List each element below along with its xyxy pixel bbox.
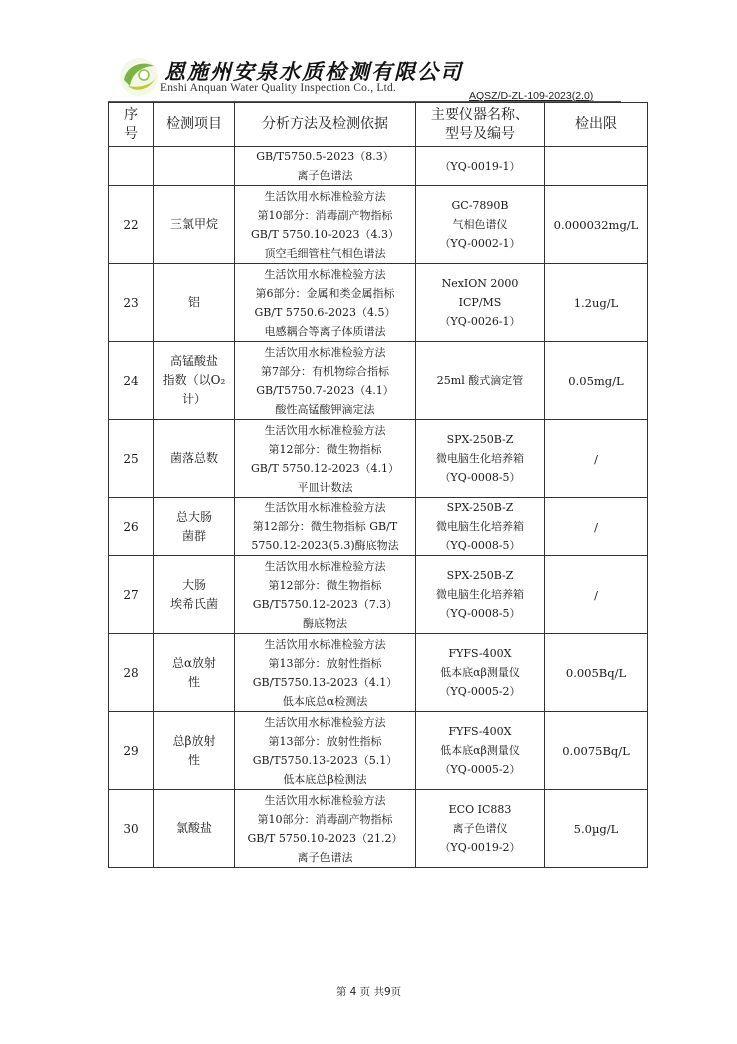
test-item <box>154 264 235 342</box>
header-instrument <box>416 103 545 147</box>
analysis-method-line: 生活饮用水标准检验方法 <box>264 793 386 807</box>
table-row <box>109 420 648 498</box>
analysis-method-line: 平皿计数法 <box>297 480 353 494</box>
test-item-line: 菌落总数 <box>169 451 218 465</box>
instrument-line: （YQ-0019-1） <box>439 159 521 173</box>
test-item-line: 高锰酸盐 <box>169 354 218 368</box>
analysis-method-line: 离子色谱法 <box>297 850 353 864</box>
header-no <box>109 103 154 147</box>
analysis-method-line: 生活饮用水标准检验方法 <box>264 501 386 514</box>
test-item <box>154 342 235 420</box>
instrument-line: SPX-250B-Z <box>446 433 514 446</box>
row-number: 25 <box>109 420 154 498</box>
analysis-method-line: GB/T 5750.10-2023（4.3） <box>250 227 400 241</box>
analysis-method-line: 第10部分：消毒副产物指标 <box>257 812 393 826</box>
analysis-method-line: 生活饮用水标准检验方法 <box>264 345 386 359</box>
test-item-line: 大肠 <box>181 577 206 592</box>
analysis-method-line: 酶底物法 <box>303 616 347 630</box>
analysis-method-line: GB/T5750.12-2023（7.3） <box>252 597 398 611</box>
test-item-line: 计） <box>181 392 206 406</box>
header-no-line: 号 <box>124 125 138 142</box>
row-number <box>109 147 154 186</box>
analysis-method-line: 低本底总α检测法 <box>282 694 368 708</box>
test-item-line: 总α放射 <box>171 655 217 670</box>
test-item <box>154 498 235 556</box>
inspection-methods-table <box>108 102 648 868</box>
header-no-line: 序 <box>124 106 138 123</box>
detection-limit: 0.05mg/L <box>545 342 648 420</box>
analysis-method-line: 第13部分：放射性指标 <box>268 734 382 748</box>
instrument-line: （YQ-0026-1） <box>439 315 521 328</box>
instrument-line: 低本底αβ测量仪 <box>440 744 520 757</box>
header-item: 检测项目 <box>154 103 235 147</box>
table-row <box>109 342 648 420</box>
table-row <box>109 498 648 556</box>
analysis-method <box>235 556 416 634</box>
test-item <box>154 790 235 868</box>
analysis-method <box>235 264 416 342</box>
row-number: 23 <box>109 264 154 342</box>
table-row <box>109 634 648 712</box>
instrument-line: NexION 2000 <box>441 277 519 290</box>
analysis-method <box>235 712 416 790</box>
header-method: 分析方法及检测依据 <box>235 103 416 147</box>
analysis-method-line: 生活饮用水标准检验方法 <box>264 189 386 203</box>
analysis-method <box>235 790 416 868</box>
analysis-method-line: 生活饮用水标准检验方法 <box>264 559 386 573</box>
table-header-row <box>109 103 648 147</box>
instrument-line: 25ml 酸式滴定管 <box>436 374 524 387</box>
analysis-method-line: 生活饮用水标准检验方法 <box>264 637 386 651</box>
instrument <box>416 790 545 868</box>
row-number: 30 <box>109 790 154 868</box>
header-limit: 检出限 <box>545 103 648 147</box>
analysis-method-line: GB/T 5750.10-2023（21.2） <box>247 831 403 845</box>
instrument <box>416 712 545 790</box>
analysis-method-line: 顶空毛细管柱气相色谱法 <box>264 246 386 260</box>
analysis-method <box>235 147 416 186</box>
test-item-line: 氯酸盐 <box>175 821 212 835</box>
table-row <box>109 712 648 790</box>
company-logo <box>118 56 160 98</box>
document-header <box>118 52 613 102</box>
table-row <box>109 186 648 264</box>
test-item-line: 总大肠 <box>175 509 212 524</box>
analysis-method-line: 第12部分：微生物指标 <box>268 442 382 456</box>
row-number: 27 <box>109 556 154 634</box>
analysis-method-line: 第7部分：有机物综合指标 <box>261 364 389 378</box>
analysis-method-line: 低本底总β检测法 <box>283 772 367 786</box>
instrument <box>416 634 545 712</box>
analysis-method-line: 生活饮用水标准检验方法 <box>264 267 386 281</box>
analysis-method-line: 第12部分：微生物指标 GB/T <box>252 520 398 533</box>
instrument-line: （YQ-0008-5） <box>439 471 521 484</box>
detection-limit: / <box>545 420 648 498</box>
table-row <box>109 556 648 634</box>
analysis-method-line: GB/T 5750.6-2023（4.5） <box>254 305 396 319</box>
instrument <box>416 556 545 634</box>
analysis-method-line: 电感耦合等离子体质谱法 <box>264 324 386 338</box>
analysis-method-line: 第10部分：消毒副产物指标 <box>257 208 393 222</box>
test-item <box>154 420 235 498</box>
instrument-line: SPX-250B-Z <box>446 501 514 514</box>
instrument-line: 微电脑生化培养箱 <box>436 452 524 465</box>
instrument-line: （YQ-0005-2） <box>439 763 521 776</box>
instrument-line: 低本底αβ测量仪 <box>440 666 520 679</box>
instrument-line: 微电脑生化培养箱 <box>436 520 524 533</box>
page-number: 第 4 页 共9页 <box>335 986 402 998</box>
document-code: AQSZ/D-ZL-109-2023(2.0) <box>469 90 594 102</box>
instrument <box>416 342 545 420</box>
instrument-line: GC-7890B <box>451 199 509 212</box>
detection-limit: / <box>545 556 648 634</box>
table-body <box>109 147 648 868</box>
test-item-line: 总β放射 <box>172 733 216 748</box>
row-number: 22 <box>109 186 154 264</box>
test-item-line: 埃希氏菌 <box>169 596 218 611</box>
instrument-line: （YQ-0019-2） <box>439 841 521 854</box>
analysis-method <box>235 634 416 712</box>
test-item <box>154 712 235 790</box>
detection-limit: 0.0075Bq/L <box>545 712 648 790</box>
table-row <box>109 147 648 186</box>
instrument-line: FYFS-400X <box>448 647 512 660</box>
analysis-method-line: GB/T5750.13-2023（5.1） <box>252 753 398 767</box>
instrument-line: （YQ-0008-5） <box>439 607 521 620</box>
header-instrument-line: 主要仪器名称、 <box>431 106 529 123</box>
test-item-line: 铝 <box>187 295 200 309</box>
analysis-method <box>235 498 416 556</box>
instrument-line: 离子色谱仪 <box>452 822 508 835</box>
table-row <box>109 264 648 342</box>
instrument-line: ECO IC883 <box>448 803 512 816</box>
analysis-method-line: 5750.12-2023(5.3)酶底物法 <box>251 539 399 552</box>
analysis-method-line: GB/T5750.7-2023（4.1） <box>256 383 394 397</box>
analysis-method-line: 酸性高锰酸钾滴定法 <box>275 402 375 416</box>
analysis-method-line: GB/T5750.13-2023（4.1） <box>252 675 398 689</box>
instrument-line: （YQ-0002-1） <box>439 237 521 250</box>
row-number: 29 <box>109 712 154 790</box>
analysis-method-line: 生活饮用水标准检验方法 <box>264 715 386 729</box>
instrument-line: （YQ-0008-5） <box>439 539 521 552</box>
instrument <box>416 498 545 556</box>
row-number: 26 <box>109 498 154 556</box>
detection-limit: 0.005Bq/L <box>545 634 648 712</box>
analysis-method-line: 离子色谱法 <box>297 169 353 182</box>
test-item-line: 指数（以O₂ <box>162 373 226 387</box>
test-item-line: 性 <box>187 674 200 689</box>
detection-limit: 5.0µg/L <box>545 790 648 868</box>
analysis-method-line: 生活饮用水标准检验方法 <box>264 423 386 437</box>
instrument-line: ICP/MS <box>458 296 502 309</box>
analysis-method-line: GB/T 5750.12-2023（4.1） <box>250 461 400 475</box>
detection-limit <box>545 147 648 186</box>
test-item-line: 菌群 <box>181 528 206 543</box>
company-name-en: Enshi Anquan Water Quality Inspection Co., Ltd. <box>160 82 396 94</box>
instrument-line: FYFS-400X <box>448 725 512 738</box>
analysis-method-line: GB/T5750.5-2023（8.3） <box>256 150 394 163</box>
test-item <box>154 634 235 712</box>
analysis-method <box>235 186 416 264</box>
test-item <box>154 147 235 186</box>
test-item <box>154 186 235 264</box>
company-name-cn: 恩施州安泉水质检测有限公司 <box>164 60 463 84</box>
instrument-line: 气相色谱仪 <box>452 218 508 231</box>
detection-limit: 0.000032mg/L <box>545 186 648 264</box>
analysis-method-line: 第6部分：金属和类金属指标 <box>255 286 395 300</box>
analysis-method <box>235 342 416 420</box>
instrument-line: （YQ-0005-2） <box>439 685 521 698</box>
detection-limit: / <box>545 498 648 556</box>
test-item-line: 三氯甲烷 <box>169 217 218 231</box>
analysis-method-line: 第12部分：微生物指标 <box>268 578 382 592</box>
instrument <box>416 186 545 264</box>
test-item-line: 性 <box>187 752 200 767</box>
table-row <box>109 790 648 868</box>
instrument <box>416 420 545 498</box>
detection-limit: 1.2ug/L <box>545 264 648 342</box>
row-number: 24 <box>109 342 154 420</box>
row-number: 28 <box>109 634 154 712</box>
instrument-line: 微电脑生化培养箱 <box>436 588 524 601</box>
test-item <box>154 556 235 634</box>
header-instrument-line: 型号及编号 <box>445 125 515 142</box>
analysis-method <box>235 420 416 498</box>
instrument <box>416 264 545 342</box>
instrument-line: SPX-250B-Z <box>446 569 514 582</box>
analysis-method-line: 第13部分：放射性指标 <box>268 656 382 670</box>
instrument <box>416 147 545 186</box>
